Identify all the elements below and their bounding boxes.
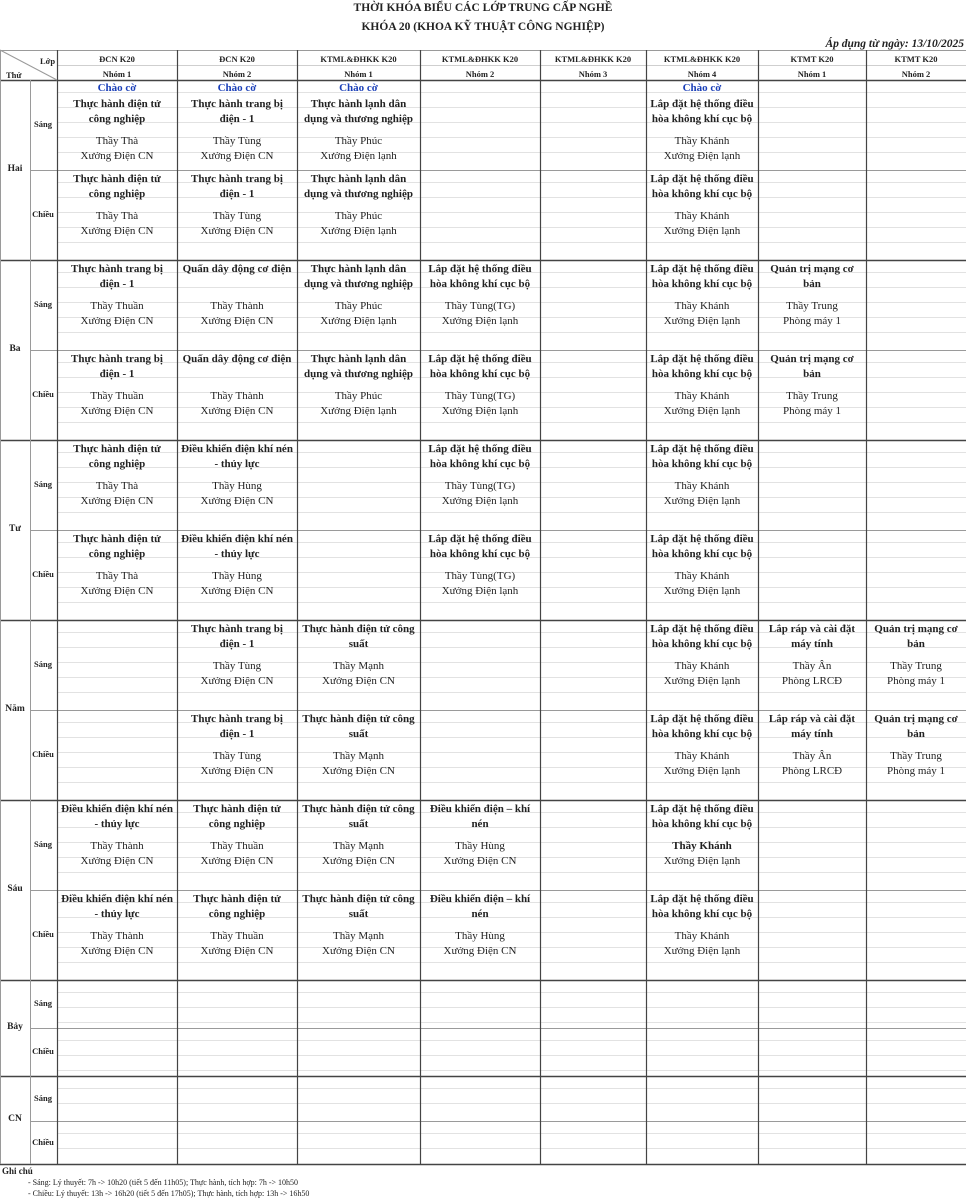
teacher-name: Thầy Khánh <box>674 210 730 222</box>
class-cell <box>297 622 420 689</box>
room-name: Xưởng Điện lạnh <box>663 765 741 777</box>
session-label: Sáng <box>34 479 52 489</box>
notes-heading: Ghi chú <box>2 1166 33 1176</box>
room-name: Xưởng Điện CN <box>200 585 274 597</box>
class-cell <box>758 352 866 419</box>
column-header: KTML&ĐHKK K20 <box>554 54 632 64</box>
room-name: Xưởng Điện CN <box>80 315 154 327</box>
day-label: Năm <box>5 704 25 714</box>
teacher-name: Thầy Mạnh <box>332 750 384 762</box>
teacher-name: Thầy Thành <box>90 930 144 942</box>
teacher-name: Thầy Thuần <box>90 390 144 402</box>
subject-name: Thực hành lạnh dân dụng và thương nghiệp <box>304 98 413 125</box>
teacher-name: Thầy Khánh <box>674 570 730 582</box>
session-label: Sáng <box>34 299 52 309</box>
room-name: Xưởng Điện CN <box>200 405 274 417</box>
chao-co-label: Chào cờ <box>682 82 722 94</box>
room-name: Xưởng Điện CN <box>322 855 395 867</box>
class-cell <box>646 622 758 689</box>
room-name: Xưởng Điện lạnh <box>320 225 397 237</box>
session-label: Sáng <box>34 119 52 129</box>
room-name: Xưởng Điện lạnh <box>320 315 397 327</box>
subject-name: Thực hành điện tử công nghiệp <box>73 533 161 560</box>
teacher-name: Thầy Khánh <box>674 390 730 402</box>
day-label: Bảy <box>7 1022 23 1032</box>
subject-name: Lắp đặt hệ thống điều hòa không khí cục bộ <box>428 263 532 290</box>
class-cell <box>646 532 758 599</box>
teacher-name: Thầy Khánh <box>672 840 732 852</box>
subject-name: Thực hành điện tử công nghiệp <box>73 173 161 200</box>
subject-name: Quản trị mạng cơ bản <box>770 263 854 290</box>
room-name: Xưởng Điện CN <box>80 405 154 417</box>
class-cell <box>177 352 297 419</box>
room-name: Xưởng Điện lạnh <box>663 150 741 162</box>
room-name: Xưởng Điện CN <box>200 675 274 687</box>
teacher-name: Thầy Ân <box>792 660 832 672</box>
room-name: Xưởng Điện CN <box>80 495 154 507</box>
room-name: Xưởng Điện CN <box>322 945 395 957</box>
room-name: Phòng LRCĐ <box>781 675 843 687</box>
class-cell <box>646 892 758 959</box>
class-cell <box>177 532 297 599</box>
column-header: KTML&ĐHKK K20 <box>441 54 519 64</box>
session-label: Chiều <box>32 389 54 399</box>
subject-name: Lắp đặt hệ thống điều hòa không khí cục bộ <box>650 173 754 200</box>
class-cell <box>177 442 297 509</box>
class-cell <box>57 802 177 869</box>
subject-name: Thực hành điện tử công suất <box>302 623 415 650</box>
class-cell <box>177 172 297 239</box>
class-cell <box>57 262 177 329</box>
teacher-name: Thầy Trung <box>786 390 838 402</box>
class-cell <box>420 802 540 869</box>
class-cell <box>420 352 540 419</box>
class-cell <box>646 442 758 509</box>
session-label: Chiều <box>32 929 54 939</box>
subject-name: Lắp đặt hệ thống điều hòa không khí cục bộ <box>650 353 754 380</box>
room-name: Xưởng Điện CN <box>200 495 274 507</box>
class-cell <box>297 892 420 959</box>
room-name: Phòng máy 1 <box>782 405 842 417</box>
column-group: Nhóm 1 <box>797 69 827 79</box>
class-cell <box>57 892 177 959</box>
teacher-name: Thầy Phúc <box>334 300 383 312</box>
subject-name: Điều khiển điện – khí nén <box>429 803 531 830</box>
class-cell <box>297 802 420 869</box>
teacher-name: Thầy Thuần <box>210 840 264 852</box>
subject-name: Quản trị mạng cơ bản <box>770 353 854 380</box>
subject-name: Thực hành điện tử công nghiệp <box>73 98 161 125</box>
subject-name: Lắp ráp và cài đặt máy tính <box>768 713 856 740</box>
room-name: Xưởng Điện lạnh <box>320 150 397 162</box>
class-cell <box>57 532 177 599</box>
room-name: Xưởng Điện lạnh <box>663 495 741 507</box>
subject-name: Lắp đặt hệ thống điều hòa không khí cục bộ <box>650 623 754 650</box>
teacher-name: Thầy Trung <box>786 300 838 312</box>
teacher-name: Thầy Thành <box>90 840 144 852</box>
class-cell <box>57 97 177 164</box>
subject-name: Lắp đặt hệ thống điều hòa không khí cục bộ <box>650 263 754 290</box>
column-header: ĐCN K20 <box>99 54 135 64</box>
column-header: KTMT K20 <box>790 54 834 64</box>
session-label: Chiều <box>32 749 54 759</box>
teacher-name: Thầy Mạnh <box>332 840 384 852</box>
note-line: - Sáng: Lý thuyết: 7h -> 10h20 (tiết 5 đến 11h05); Thực hành, tích hợp: 7h -> 10h50 <box>28 1178 298 1187</box>
class-cell <box>758 262 866 329</box>
teacher-name: Thầy Tùng <box>212 135 262 147</box>
class-cell <box>177 802 297 869</box>
chao-co-label: Chào cờ <box>339 82 378 94</box>
subject-name: Lắp đặt hệ thống điều hòa không khí cục bộ <box>650 713 754 740</box>
subject-name: Lắp đặt hệ thống điều hòa không khí cục bộ <box>428 353 532 380</box>
teacher-name: Thầy Tùng(TG) <box>444 570 516 582</box>
class-cell <box>297 97 420 164</box>
session-label: Sáng <box>34 998 52 1008</box>
subject-name: Lắp đặt hệ thống điều hòa không khí cục bộ <box>650 98 754 125</box>
day-label: Hai <box>7 164 23 174</box>
corner-lop-label: Lớp <box>40 56 56 66</box>
room-name: Xưởng Điện CN <box>200 855 274 867</box>
teacher-name: Thầy Thành <box>210 390 264 402</box>
teacher-name: Thầy Trung <box>890 750 942 762</box>
teacher-name: Thầy Khánh <box>674 750 730 762</box>
column-header: KTML&ĐHKK K20 <box>320 54 397 64</box>
teacher-name: Thầy Khánh <box>674 660 730 672</box>
column-header: KTMT K20 <box>894 54 938 64</box>
teacher-name: Thầy Mạnh <box>332 660 384 672</box>
room-name: Phòng máy 1 <box>886 765 946 777</box>
teacher-name: Thầy Trung <box>890 660 942 672</box>
subject-name: Thực hành trang bị điện - 1 <box>191 623 283 650</box>
column-header: KTML&ĐHKK K20 <box>663 54 741 64</box>
class-cell <box>646 172 758 239</box>
subject-name: Lắp đặt hệ thống điều hòa không khí cục bộ <box>650 803 754 830</box>
teacher-name: Thầy Tùng <box>212 750 262 762</box>
teacher-name: Thầy Hùng <box>455 840 505 852</box>
column-group: Nhóm 2 <box>465 69 495 79</box>
session-label: Sáng <box>34 839 52 849</box>
session-label: Chiều <box>32 569 54 579</box>
teacher-name: Thầy Thuần <box>90 300 144 312</box>
day-label: Tư <box>8 524 22 534</box>
room-name: Xưởng Điện CN <box>80 585 154 597</box>
class-cell <box>297 262 420 329</box>
subject-name: Thực hành trang bị điện - 1 <box>191 173 283 200</box>
teacher-name: Thầy Tùng(TG) <box>444 300 516 312</box>
subject-name: Thực hành điện tử công nghiệp <box>193 893 281 920</box>
subject-name: Thực hành điện tử công suất <box>302 803 415 830</box>
chao-co-label: Chào cờ <box>97 82 137 94</box>
subject-name: Lắp đặt hệ thống điều hòa không khí cục bộ <box>428 533 532 560</box>
day-label: Sáu <box>7 884 23 894</box>
class-cell <box>420 442 540 509</box>
session-label: Chiều <box>32 1046 54 1056</box>
teacher-name: Thầy Tùng(TG) <box>444 390 516 402</box>
subject-name: Lắp đặt hệ thống điều hòa không khí cục bộ <box>650 893 754 920</box>
session-label: Sáng <box>34 1093 52 1103</box>
subject-name: Thực hành điện tử công suất <box>302 713 415 740</box>
teacher-name: Thầy Mạnh <box>332 930 384 942</box>
teacher-name: Thầy Thà <box>95 135 139 147</box>
room-name: Phòng máy 1 <box>782 315 842 327</box>
class-cell <box>177 262 297 329</box>
teacher-name: Thầy Khánh <box>674 300 730 312</box>
page-title: THỜI KHÓA BIỂU CÁC LỚP TRUNG CẤP NGHỀ <box>353 2 613 14</box>
room-name: Xưởng Điện CN <box>322 675 395 687</box>
room-name: Xưởng Điện lạnh <box>663 945 741 957</box>
teacher-name: Thầy Khánh <box>674 135 730 147</box>
room-name: Xưởng Điện lạnh <box>320 405 397 417</box>
subject-name: Điều khiển điện khí nén - thủy lực <box>61 803 173 830</box>
teacher-name: Thầy Thà <box>95 480 139 492</box>
applied-date: Áp dụng từ ngày: 13/10/2025 <box>825 38 964 50</box>
column-header: ĐCN K20 <box>219 54 255 64</box>
room-name: Phòng LRCĐ <box>781 765 843 777</box>
subject-name: Thực hành điện tử công nghiệp <box>73 443 161 470</box>
subject-name: Lắp ráp và cài đặt máy tính <box>768 623 856 650</box>
subject-name: Thực hành điện tử công suất <box>302 893 415 920</box>
teacher-name: Thầy Hùng <box>212 570 262 582</box>
room-name: Xưởng Điện lạnh <box>663 405 741 417</box>
column-group: Nhóm 1 <box>344 69 373 79</box>
subject-name: Thực hành lạnh dân dụng và thương nghiệp <box>304 263 413 290</box>
teacher-name: Thầy Tùng <box>212 660 262 672</box>
column-group: Nhóm 4 <box>687 69 717 79</box>
class-cell <box>177 892 297 959</box>
subject-name: Điều khiển điện – khí nén <box>429 893 531 920</box>
subject-name: Quản trị mạng cơ bản <box>874 713 958 740</box>
room-name: Xưởng Điện CN <box>200 945 274 957</box>
subject-name: Lắp đặt hệ thống điều hòa không khí cục bộ <box>650 443 754 470</box>
room-name: Xưởng Điện lạnh <box>663 225 741 237</box>
teacher-name: Thầy Khánh <box>674 930 730 942</box>
class-cell <box>646 97 758 164</box>
class-cell <box>866 622 966 689</box>
teacher-name: Thầy Thành <box>210 300 264 312</box>
room-name: Xưởng Điện lạnh <box>663 855 741 867</box>
room-name: Xưởng Điện lạnh <box>441 315 519 327</box>
teacher-name: Thầy Khánh <box>674 480 730 492</box>
class-cell <box>297 352 420 419</box>
subject-name: Điều khiển điện khí nén - thủy lực <box>181 533 293 560</box>
teacher-name: Thầy Hùng <box>212 480 262 492</box>
class-cell <box>758 622 866 689</box>
room-name: Xưởng Điện CN <box>80 150 154 162</box>
subject-name: Quấn dây động cơ điện <box>182 263 292 275</box>
teacher-name: Thầy Thà <box>95 570 139 582</box>
class-cell <box>57 442 177 509</box>
class-cell <box>646 802 758 869</box>
room-name: Xưởng Điện CN <box>80 225 154 237</box>
room-name: Xưởng Điện lạnh <box>441 495 519 507</box>
day-label: Ba <box>9 344 21 354</box>
teacher-name: Thầy Hùng <box>455 930 505 942</box>
column-group: Nhóm 2 <box>222 69 252 79</box>
subject-name: Thực hành trang bị điện - 1 <box>71 263 163 290</box>
room-name: Phòng máy 1 <box>886 675 946 687</box>
teacher-name: Thầy Tùng(TG) <box>444 480 516 492</box>
subject-name: Thực hành trang bị điện - 1 <box>71 353 163 380</box>
subject-name: Thực hành lạnh dân dụng và thương nghiệp <box>304 353 413 380</box>
room-name: Xưởng Điện CN <box>80 945 154 957</box>
class-cell <box>177 97 297 164</box>
session-label: Chiều <box>32 209 54 219</box>
room-name: Xưởng Điện lạnh <box>441 405 519 417</box>
room-name: Xưởng Điện lạnh <box>663 585 741 597</box>
class-cell <box>646 712 758 779</box>
room-name: Xưởng Điện CN <box>322 765 395 777</box>
room-name: Xưởng Điện CN <box>200 765 274 777</box>
chao-co-label: Chào cờ <box>217 82 257 94</box>
room-name: Xưởng Điện lạnh <box>663 675 741 687</box>
class-cell <box>297 712 420 779</box>
room-name: Xưởng Điện lạnh <box>441 585 519 597</box>
teacher-name: Thầy Thà <box>95 210 139 222</box>
class-cell <box>420 262 540 329</box>
class-cell <box>646 262 758 329</box>
subject-name: Thực hành trang bị điện - 1 <box>191 98 283 125</box>
class-cell <box>297 172 420 239</box>
class-cell <box>866 712 966 779</box>
room-name: Xưởng Điện CN <box>200 315 274 327</box>
class-cell <box>177 712 297 779</box>
subject-name: Thực hành điện tử công nghiệp <box>193 803 281 830</box>
class-cell <box>420 892 540 959</box>
subject-name: Điều khiển điện khí nén - thủy lực <box>181 443 293 470</box>
page-subtitle: KHÓA 20 (KHOA KỸ THUẬT CÔNG NGHIỆP) <box>361 21 605 33</box>
subject-name: Thực hành lạnh dân dụng và thương nghiệp <box>304 173 413 200</box>
class-cell <box>57 352 177 419</box>
subject-name: Điều khiển điện khí nén - thủy lực <box>61 893 173 920</box>
class-cell <box>420 532 540 599</box>
teacher-name: Thầy Phúc <box>334 210 383 222</box>
teacher-name: Thầy Phúc <box>334 390 383 402</box>
corner-thu-label: Thứ <box>6 70 22 80</box>
teacher-name: Thầy Phúc <box>334 135 383 147</box>
day-label: CN <box>8 1114 22 1124</box>
column-group: Nhóm 3 <box>578 69 608 79</box>
subject-name: Quản trị mạng cơ bản <box>874 623 958 650</box>
subject-name: Lắp đặt hệ thống điều hòa không khí cục bộ <box>650 533 754 560</box>
class-cell <box>758 712 866 779</box>
class-cell <box>177 622 297 689</box>
room-name: Xưởng Điện lạnh <box>663 315 741 327</box>
session-label: Sáng <box>34 659 52 669</box>
subject-name: Quấn dây động cơ điện <box>182 353 292 365</box>
class-cell <box>57 172 177 239</box>
subject-name: Lắp đặt hệ thống điều hòa không khí cục bộ <box>428 443 532 470</box>
note-line: - Chiều: Lý thuyết: 13h -> 16h20 (tiết 5 đến 17h05); Thực hành, tích hợp: 13h -> 16h50 <box>28 1189 310 1198</box>
teacher-name: Thầy Ân <box>792 750 832 762</box>
column-group: Nhóm 2 <box>901 69 931 79</box>
session-label: Chiều <box>32 1137 54 1147</box>
room-name: Xưởng Điện CN <box>443 855 517 867</box>
column-group: Nhóm 1 <box>102 69 132 79</box>
teacher-name: Thầy Tùng <box>212 210 262 222</box>
class-cell <box>646 352 758 419</box>
room-name: Xưởng Điện CN <box>200 225 274 237</box>
room-name: Xưởng Điện CN <box>443 945 517 957</box>
room-name: Xưởng Điện CN <box>80 855 154 867</box>
room-name: Xưởng Điện CN <box>200 150 274 162</box>
subject-name: Thực hành trang bị điện - 1 <box>191 713 283 740</box>
teacher-name: Thầy Thuần <box>210 930 264 942</box>
